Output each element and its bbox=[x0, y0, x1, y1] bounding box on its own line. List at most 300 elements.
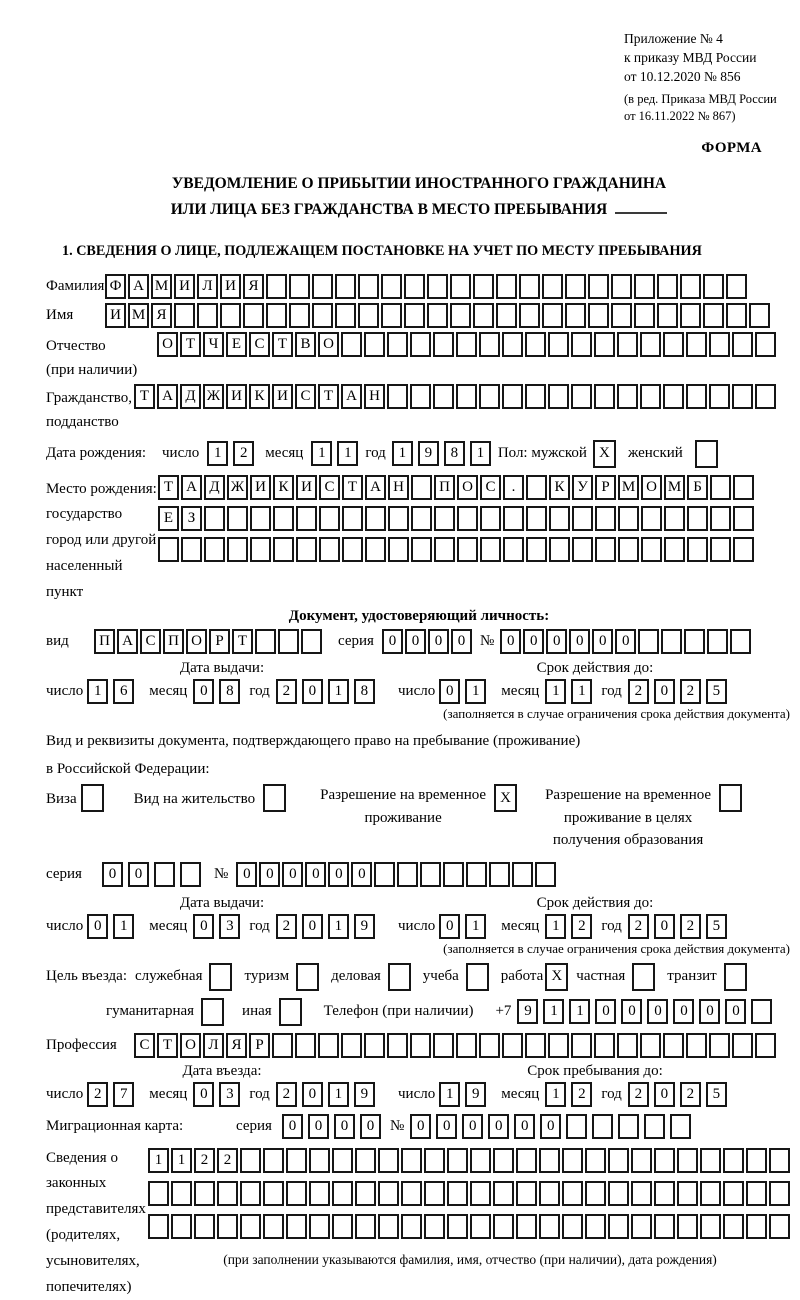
char-box[interactable] bbox=[608, 1181, 629, 1206]
char-box[interactable] bbox=[457, 537, 478, 562]
char-box[interactable] bbox=[263, 1181, 284, 1206]
char-box[interactable] bbox=[755, 332, 776, 357]
char-box[interactable]: Я bbox=[243, 274, 264, 299]
char-box[interactable] bbox=[401, 1148, 422, 1173]
char-box[interactable]: 0 bbox=[654, 914, 675, 939]
char-box[interactable]: 2 bbox=[680, 914, 701, 939]
char-box[interactable]: 0 bbox=[439, 679, 460, 704]
char-box[interactable] bbox=[700, 1214, 721, 1239]
char-box[interactable] bbox=[719, 784, 742, 812]
char-box[interactable] bbox=[378, 1148, 399, 1173]
char-box[interactable]: X bbox=[545, 963, 568, 991]
char-box[interactable]: Т bbox=[157, 1033, 178, 1058]
char-box[interactable] bbox=[273, 537, 294, 562]
char-box[interactable] bbox=[526, 475, 547, 500]
char-box[interactable]: Р bbox=[209, 629, 230, 654]
char-box[interactable] bbox=[588, 274, 609, 299]
char-box[interactable]: 0 bbox=[236, 862, 257, 887]
char-box[interactable] bbox=[732, 1033, 753, 1058]
char-box[interactable] bbox=[240, 1148, 261, 1173]
char-box[interactable] bbox=[525, 332, 546, 357]
char-box[interactable]: 2 bbox=[276, 679, 297, 704]
char-box[interactable] bbox=[410, 1033, 431, 1058]
char-box[interactable]: 2 bbox=[571, 914, 592, 939]
char-box[interactable] bbox=[470, 1148, 491, 1173]
char-box[interactable] bbox=[374, 862, 395, 887]
char-box[interactable] bbox=[220, 303, 241, 328]
char-box[interactable] bbox=[562, 1214, 583, 1239]
char-box[interactable] bbox=[489, 862, 510, 887]
char-box[interactable] bbox=[664, 537, 685, 562]
char-box[interactable]: 0 bbox=[523, 629, 544, 654]
char-box[interactable] bbox=[680, 274, 701, 299]
char-box[interactable] bbox=[709, 384, 730, 409]
char-box[interactable] bbox=[611, 274, 632, 299]
char-box[interactable]: 9 bbox=[354, 1082, 375, 1107]
char-box[interactable] bbox=[571, 332, 592, 357]
char-box[interactable] bbox=[677, 1214, 698, 1239]
char-box[interactable] bbox=[493, 1148, 514, 1173]
char-box[interactable]: 2 bbox=[628, 1082, 649, 1107]
char-box[interactable] bbox=[410, 332, 431, 357]
char-box[interactable]: А bbox=[117, 629, 138, 654]
char-box[interactable]: 0 bbox=[302, 679, 323, 704]
char-box[interactable]: Л bbox=[203, 1033, 224, 1058]
char-box[interactable]: Т bbox=[158, 475, 179, 500]
char-box[interactable] bbox=[657, 303, 678, 328]
char-box[interactable]: М bbox=[151, 274, 172, 299]
char-box[interactable] bbox=[197, 303, 218, 328]
char-box[interactable]: 2 bbox=[233, 441, 254, 466]
char-box[interactable] bbox=[388, 963, 411, 991]
char-box[interactable]: 9 bbox=[354, 914, 375, 939]
char-box[interactable]: 1 bbox=[113, 914, 134, 939]
char-box[interactable]: 2 bbox=[276, 914, 297, 939]
char-box[interactable] bbox=[365, 506, 386, 531]
char-box[interactable]: 0 bbox=[546, 629, 567, 654]
char-box[interactable] bbox=[243, 303, 264, 328]
char-box[interactable] bbox=[519, 303, 540, 328]
char-box[interactable] bbox=[295, 1033, 316, 1058]
char-box[interactable]: Р bbox=[249, 1033, 270, 1058]
char-box[interactable] bbox=[680, 303, 701, 328]
char-box[interactable]: И bbox=[250, 475, 271, 500]
char-box[interactable] bbox=[286, 1214, 307, 1239]
char-box[interactable] bbox=[594, 332, 615, 357]
char-box[interactable]: Н bbox=[364, 384, 385, 409]
char-box[interactable] bbox=[503, 506, 524, 531]
char-box[interactable]: 1 bbox=[545, 914, 566, 939]
char-box[interactable] bbox=[519, 274, 540, 299]
char-box[interactable] bbox=[732, 332, 753, 357]
char-box[interactable]: 0 bbox=[308, 1114, 329, 1139]
char-box[interactable] bbox=[746, 1181, 767, 1206]
char-box[interactable]: О bbox=[157, 332, 178, 357]
char-box[interactable] bbox=[726, 274, 747, 299]
char-box[interactable] bbox=[456, 1033, 477, 1058]
char-box[interactable] bbox=[266, 303, 287, 328]
char-box[interactable] bbox=[703, 274, 724, 299]
char-box[interactable]: Т bbox=[180, 332, 201, 357]
char-box[interactable] bbox=[411, 506, 432, 531]
char-box[interactable] bbox=[608, 1214, 629, 1239]
char-box[interactable] bbox=[154, 862, 175, 887]
char-box[interactable] bbox=[388, 506, 409, 531]
char-box[interactable]: 1 bbox=[470, 441, 491, 466]
char-box[interactable] bbox=[450, 274, 471, 299]
char-box[interactable] bbox=[634, 303, 655, 328]
char-box[interactable]: 0 bbox=[259, 862, 280, 887]
char-box[interactable]: 1 bbox=[148, 1148, 169, 1173]
char-box[interactable] bbox=[526, 537, 547, 562]
char-box[interactable] bbox=[319, 537, 340, 562]
char-box[interactable]: 2 bbox=[87, 1082, 108, 1107]
char-box[interactable] bbox=[724, 963, 747, 991]
char-box[interactable] bbox=[755, 1033, 776, 1058]
char-box[interactable] bbox=[250, 537, 271, 562]
char-box[interactable] bbox=[355, 1181, 376, 1206]
char-box[interactable]: 0 bbox=[699, 999, 720, 1024]
char-box[interactable] bbox=[279, 998, 302, 1026]
char-box[interactable]: 9 bbox=[517, 999, 538, 1024]
char-box[interactable] bbox=[433, 332, 454, 357]
char-box[interactable] bbox=[644, 1114, 665, 1139]
char-box[interactable] bbox=[332, 1214, 353, 1239]
char-box[interactable] bbox=[611, 303, 632, 328]
char-box[interactable] bbox=[364, 1033, 385, 1058]
char-box[interactable] bbox=[456, 384, 477, 409]
char-box[interactable]: 0 bbox=[282, 862, 303, 887]
char-box[interactable] bbox=[496, 303, 517, 328]
char-box[interactable]: Т bbox=[232, 629, 253, 654]
char-box[interactable] bbox=[516, 1148, 537, 1173]
char-box[interactable]: И bbox=[105, 303, 126, 328]
char-box[interactable] bbox=[364, 332, 385, 357]
char-box[interactable] bbox=[387, 1033, 408, 1058]
char-box[interactable] bbox=[618, 1114, 639, 1139]
char-box[interactable] bbox=[746, 1148, 767, 1173]
char-box[interactable]: О bbox=[641, 475, 662, 500]
char-box[interactable]: И bbox=[174, 274, 195, 299]
char-box[interactable] bbox=[588, 303, 609, 328]
char-box[interactable] bbox=[769, 1148, 790, 1173]
char-box[interactable] bbox=[378, 1181, 399, 1206]
char-box[interactable]: 0 bbox=[500, 629, 521, 654]
char-box[interactable] bbox=[240, 1181, 261, 1206]
char-box[interactable] bbox=[309, 1148, 330, 1173]
char-box[interactable]: 0 bbox=[382, 629, 403, 654]
char-box[interactable] bbox=[227, 506, 248, 531]
char-box[interactable] bbox=[217, 1214, 238, 1239]
char-box[interactable] bbox=[617, 1033, 638, 1058]
char-box[interactable] bbox=[381, 274, 402, 299]
char-box[interactable] bbox=[572, 506, 593, 531]
char-box[interactable] bbox=[686, 1033, 707, 1058]
char-box[interactable]: 0 bbox=[540, 1114, 561, 1139]
char-box[interactable] bbox=[700, 1181, 721, 1206]
char-box[interactable] bbox=[684, 629, 705, 654]
char-box[interactable]: Е bbox=[158, 506, 179, 531]
char-box[interactable] bbox=[397, 862, 418, 887]
char-box[interactable] bbox=[204, 506, 225, 531]
char-box[interactable] bbox=[542, 303, 563, 328]
char-box[interactable] bbox=[709, 332, 730, 357]
char-box[interactable] bbox=[664, 506, 685, 531]
char-box[interactable] bbox=[194, 1181, 215, 1206]
char-box[interactable]: П bbox=[163, 629, 184, 654]
char-box[interactable] bbox=[387, 384, 408, 409]
char-box[interactable] bbox=[565, 274, 586, 299]
char-box[interactable] bbox=[677, 1148, 698, 1173]
char-box[interactable] bbox=[443, 862, 464, 887]
char-box[interactable]: . bbox=[503, 475, 524, 500]
char-box[interactable]: 1 bbox=[171, 1148, 192, 1173]
char-box[interactable]: 1 bbox=[545, 679, 566, 704]
char-box[interactable]: X bbox=[593, 440, 616, 468]
char-box[interactable] bbox=[424, 1214, 445, 1239]
char-box[interactable] bbox=[411, 475, 432, 500]
char-box[interactable] bbox=[707, 629, 728, 654]
char-box[interactable]: Ж bbox=[227, 475, 248, 500]
char-box[interactable]: 0 bbox=[436, 1114, 457, 1139]
char-box[interactable]: К bbox=[273, 475, 294, 500]
char-box[interactable] bbox=[535, 862, 556, 887]
char-box[interactable]: 0 bbox=[725, 999, 746, 1024]
char-box[interactable] bbox=[548, 384, 569, 409]
char-box[interactable]: 1 bbox=[337, 441, 358, 466]
char-box[interactable] bbox=[493, 1181, 514, 1206]
char-box[interactable] bbox=[617, 384, 638, 409]
char-box[interactable]: 0 bbox=[428, 629, 449, 654]
char-box[interactable]: И bbox=[220, 274, 241, 299]
char-box[interactable] bbox=[209, 963, 232, 991]
char-box[interactable]: 1 bbox=[328, 1082, 349, 1107]
char-box[interactable] bbox=[158, 537, 179, 562]
char-box[interactable] bbox=[733, 537, 754, 562]
char-box[interactable] bbox=[388, 537, 409, 562]
char-box[interactable] bbox=[640, 1033, 661, 1058]
char-box[interactable]: 9 bbox=[418, 441, 439, 466]
char-box[interactable] bbox=[654, 1214, 675, 1239]
char-box[interactable]: 6 bbox=[113, 679, 134, 704]
char-box[interactable] bbox=[562, 1181, 583, 1206]
char-box[interactable]: Т bbox=[342, 475, 363, 500]
char-box[interactable] bbox=[549, 537, 570, 562]
char-box[interactable]: С bbox=[140, 629, 161, 654]
char-box[interactable]: 0 bbox=[647, 999, 668, 1024]
char-box[interactable]: О bbox=[318, 332, 339, 357]
char-box[interactable] bbox=[502, 332, 523, 357]
char-box[interactable] bbox=[640, 332, 661, 357]
char-box[interactable] bbox=[335, 274, 356, 299]
char-box[interactable] bbox=[749, 303, 770, 328]
char-box[interactable]: 1 bbox=[87, 679, 108, 704]
char-box[interactable]: 0 bbox=[439, 914, 460, 939]
char-box[interactable] bbox=[525, 1033, 546, 1058]
char-box[interactable]: 3 bbox=[219, 1082, 240, 1107]
char-box[interactable]: Ч bbox=[203, 332, 224, 357]
char-box[interactable]: 0 bbox=[193, 914, 214, 939]
char-box[interactable] bbox=[355, 1214, 376, 1239]
char-box[interactable] bbox=[512, 862, 533, 887]
char-box[interactable]: Ф bbox=[105, 274, 126, 299]
char-box[interactable]: А bbox=[341, 384, 362, 409]
char-box[interactable] bbox=[502, 384, 523, 409]
char-box[interactable] bbox=[81, 784, 104, 812]
char-box[interactable] bbox=[539, 1181, 560, 1206]
char-box[interactable] bbox=[427, 274, 448, 299]
char-box[interactable] bbox=[401, 1181, 422, 1206]
char-box[interactable]: 0 bbox=[462, 1114, 483, 1139]
char-box[interactable]: Т bbox=[272, 332, 293, 357]
char-box[interactable]: Е bbox=[226, 332, 247, 357]
char-box[interactable] bbox=[479, 332, 500, 357]
char-box[interactable]: 1 bbox=[571, 679, 592, 704]
char-box[interactable] bbox=[709, 1033, 730, 1058]
char-box[interactable]: 0 bbox=[302, 914, 323, 939]
char-box[interactable]: Р bbox=[595, 475, 616, 500]
char-box[interactable]: 0 bbox=[654, 679, 675, 704]
char-box[interactable] bbox=[687, 506, 708, 531]
char-box[interactable] bbox=[703, 303, 724, 328]
char-box[interactable] bbox=[695, 440, 718, 468]
char-box[interactable] bbox=[401, 1214, 422, 1239]
char-box[interactable] bbox=[341, 332, 362, 357]
char-box[interactable]: О bbox=[180, 1033, 201, 1058]
char-box[interactable]: В bbox=[295, 332, 316, 357]
char-box[interactable]: Д bbox=[180, 384, 201, 409]
char-box[interactable] bbox=[516, 1181, 537, 1206]
char-box[interactable]: П bbox=[434, 475, 455, 500]
char-box[interactable]: 1 bbox=[328, 679, 349, 704]
char-box[interactable] bbox=[332, 1148, 353, 1173]
char-box[interactable] bbox=[319, 506, 340, 531]
char-box[interactable] bbox=[341, 1033, 362, 1058]
char-box[interactable] bbox=[562, 1148, 583, 1173]
char-box[interactable] bbox=[686, 332, 707, 357]
char-box[interactable] bbox=[638, 629, 659, 654]
char-box[interactable]: 1 bbox=[465, 914, 486, 939]
char-box[interactable] bbox=[726, 303, 747, 328]
char-box[interactable] bbox=[592, 1114, 613, 1139]
char-box[interactable]: 1 bbox=[545, 1082, 566, 1107]
char-box[interactable] bbox=[480, 506, 501, 531]
char-box[interactable] bbox=[640, 384, 661, 409]
char-box[interactable]: И bbox=[296, 475, 317, 500]
char-box[interactable] bbox=[473, 303, 494, 328]
char-box[interactable] bbox=[542, 274, 563, 299]
char-box[interactable] bbox=[631, 1181, 652, 1206]
char-box[interactable] bbox=[180, 862, 201, 887]
char-box[interactable] bbox=[404, 274, 425, 299]
char-box[interactable]: 2 bbox=[571, 1082, 592, 1107]
char-box[interactable] bbox=[746, 1214, 767, 1239]
char-box[interactable]: Т bbox=[134, 384, 155, 409]
char-box[interactable] bbox=[263, 784, 286, 812]
char-box[interactable] bbox=[572, 537, 593, 562]
char-box[interactable]: X bbox=[494, 784, 517, 812]
char-box[interactable]: 0 bbox=[87, 914, 108, 939]
char-box[interactable] bbox=[355, 1148, 376, 1173]
char-box[interactable] bbox=[286, 1148, 307, 1173]
char-box[interactable]: 0 bbox=[282, 1114, 303, 1139]
char-box[interactable]: 1 bbox=[311, 441, 332, 466]
char-box[interactable]: 2 bbox=[680, 1082, 701, 1107]
char-box[interactable] bbox=[733, 506, 754, 531]
char-box[interactable] bbox=[516, 1214, 537, 1239]
char-box[interactable] bbox=[358, 274, 379, 299]
char-box[interactable] bbox=[273, 506, 294, 531]
char-box[interactable] bbox=[548, 332, 569, 357]
char-box[interactable] bbox=[427, 303, 448, 328]
char-box[interactable] bbox=[424, 1181, 445, 1206]
char-box[interactable] bbox=[700, 1148, 721, 1173]
char-box[interactable] bbox=[381, 303, 402, 328]
char-box[interactable] bbox=[174, 303, 195, 328]
char-box[interactable] bbox=[565, 303, 586, 328]
char-box[interactable]: И bbox=[226, 384, 247, 409]
char-box[interactable]: 0 bbox=[102, 862, 123, 887]
char-box[interactable] bbox=[755, 384, 776, 409]
char-box[interactable] bbox=[289, 274, 310, 299]
char-box[interactable] bbox=[595, 506, 616, 531]
char-box[interactable] bbox=[663, 384, 684, 409]
char-box[interactable] bbox=[296, 506, 317, 531]
char-box[interactable]: 0 bbox=[615, 629, 636, 654]
char-box[interactable] bbox=[571, 1033, 592, 1058]
char-box[interactable]: 1 bbox=[543, 999, 564, 1024]
char-box[interactable]: 2 bbox=[628, 679, 649, 704]
char-box[interactable] bbox=[296, 537, 317, 562]
char-box[interactable] bbox=[312, 274, 333, 299]
char-box[interactable] bbox=[201, 998, 224, 1026]
char-box[interactable]: 2 bbox=[680, 679, 701, 704]
char-box[interactable]: К bbox=[549, 475, 570, 500]
char-box[interactable]: 0 bbox=[193, 1082, 214, 1107]
char-box[interactable] bbox=[631, 1214, 652, 1239]
char-box[interactable]: 9 bbox=[465, 1082, 486, 1107]
char-box[interactable] bbox=[447, 1181, 468, 1206]
char-box[interactable] bbox=[608, 1148, 629, 1173]
char-box[interactable]: 1 bbox=[439, 1082, 460, 1107]
char-box[interactable] bbox=[286, 1181, 307, 1206]
char-box[interactable] bbox=[433, 384, 454, 409]
char-box[interactable] bbox=[710, 506, 731, 531]
char-box[interactable] bbox=[301, 629, 322, 654]
char-box[interactable]: 0 bbox=[410, 1114, 431, 1139]
char-box[interactable] bbox=[342, 506, 363, 531]
char-box[interactable]: У bbox=[572, 475, 593, 500]
char-box[interactable] bbox=[309, 1214, 330, 1239]
char-box[interactable]: 1 bbox=[569, 999, 590, 1024]
char-box[interactable]: 0 bbox=[360, 1114, 381, 1139]
char-box[interactable] bbox=[595, 537, 616, 562]
char-box[interactable] bbox=[148, 1214, 169, 1239]
char-box[interactable]: 7 bbox=[113, 1082, 134, 1107]
char-box[interactable] bbox=[447, 1214, 468, 1239]
char-box[interactable] bbox=[410, 384, 431, 409]
char-box[interactable] bbox=[661, 629, 682, 654]
char-box[interactable] bbox=[641, 537, 662, 562]
char-box[interactable] bbox=[503, 537, 524, 562]
char-box[interactable] bbox=[466, 963, 489, 991]
char-box[interactable] bbox=[450, 303, 471, 328]
char-box[interactable]: 0 bbox=[569, 629, 590, 654]
char-box[interactable] bbox=[447, 1148, 468, 1173]
char-box[interactable]: 0 bbox=[451, 629, 472, 654]
char-box[interactable]: Д bbox=[204, 475, 225, 500]
char-box[interactable]: З bbox=[181, 506, 202, 531]
